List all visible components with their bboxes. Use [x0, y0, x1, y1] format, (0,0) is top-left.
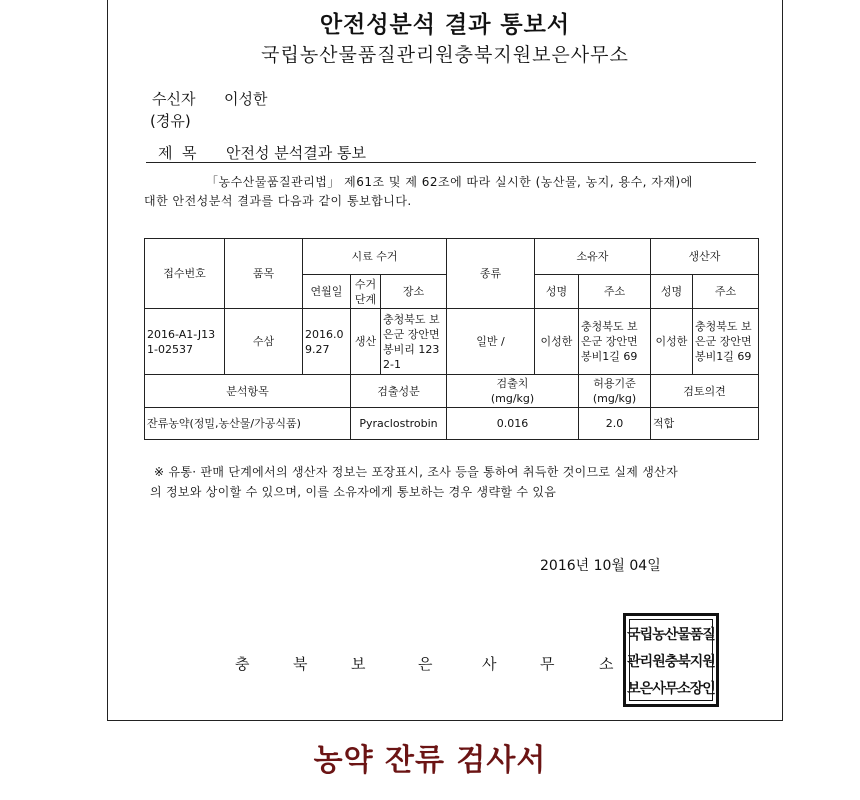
- header-limit: [579, 375, 651, 408]
- cell-sampling-stage: 생산: [351, 309, 381, 375]
- header-owner-name: 성명: [535, 275, 579, 309]
- cell-type: 일반 /: [447, 309, 535, 375]
- header-sampling-stage: 수거 단계: [351, 275, 381, 309]
- header-producer-name: 성명: [651, 275, 693, 309]
- seal-line-3: 보은사무소장인: [627, 681, 715, 697]
- cell-receipt-no: 2016-A1-J131-02537: [145, 309, 225, 375]
- office-char: 은: [418, 655, 433, 673]
- header-owner-address: 주소: [579, 275, 651, 309]
- cell-detected-value: 0.016: [447, 408, 579, 440]
- cell-opinion: 적합: [651, 408, 759, 440]
- cell-item: 수삼: [225, 309, 303, 375]
- office-char: 충: [235, 655, 250, 673]
- header-detected-component: 검출성분: [351, 375, 447, 408]
- issue-date: 2016년 10월 04일: [540, 558, 661, 574]
- office-char: 무: [540, 655, 555, 673]
- seal-line-2: 관리원충북지원: [627, 654, 715, 670]
- notice-line-1: ※ 유통· 판매 단계에서의 생산자 정보는 포장표시, 조사 등을 통하여 취득한 것이므로 실제 생산자: [154, 465, 678, 479]
- header-analysis-item: 분석항목: [145, 375, 351, 408]
- office-char: 사: [482, 655, 497, 673]
- subject-text: 안전성 분석결과 통보: [226, 144, 366, 162]
- cell-sampling-place: 충청북도 보은군 장안면 봉비리 1232-1: [381, 309, 447, 375]
- recipient-name: 이성한: [224, 90, 268, 108]
- office-char: 소: [599, 655, 614, 673]
- header-item: 품목: [225, 239, 303, 309]
- official-seal: [623, 613, 719, 707]
- cell-analysis-item: 잔류농약(정밀,농산물/가공식품): [145, 408, 351, 440]
- analysis-result-table: [144, 238, 759, 440]
- header-sampling-date: 연월일: [303, 275, 351, 309]
- document-title: 안전성분석 결과 통보서: [319, 12, 571, 38]
- detected-value-label: 검출치: [496, 377, 529, 390]
- cell-sampling-date: 2016.09.27: [303, 309, 351, 375]
- notice-line-2: 의 정보와 상이할 수 있으며, 이를 소유자에게 통보하는 경우 생략할 수 있음: [150, 485, 557, 499]
- header-type: 종류: [447, 239, 535, 309]
- cell-owner-name: 이성한: [535, 309, 579, 375]
- header-opinion: 검토의견: [651, 375, 759, 408]
- via-label: (경유): [150, 112, 191, 130]
- header-producer-address: 주소: [693, 275, 759, 309]
- report-document: [107, 0, 783, 721]
- header-sampling-place: 장소: [381, 275, 447, 309]
- header-sampling: 시료 수거: [303, 239, 447, 275]
- cell-owner-address: 충청북도 보은군 장안면 봉비1길 69: [579, 309, 651, 375]
- cell-producer-address: 충청북도 보은군 장안면 봉비1길 69: [693, 309, 759, 375]
- header-receipt-no: 접수번호: [145, 239, 225, 309]
- recipient-label: 수신자: [152, 90, 196, 108]
- limit-unit: (mg/kg): [592, 392, 637, 405]
- header-producer: 생산자: [651, 239, 759, 275]
- cell-producer-name: 이성한: [651, 309, 693, 375]
- header-detected-value: [447, 375, 579, 408]
- seal-line-1: 국립농산물품질: [627, 627, 715, 643]
- detected-value-unit: (mg/kg): [490, 392, 535, 405]
- cell-detected-component: Pyraclostrobin: [351, 408, 447, 440]
- body-line-1: 「농수산물품질관리법」 제61조 및 제 62조에 따라 실시한 (농산물, 농지, 용수, 자재)에: [206, 175, 693, 189]
- header-owner: 소유자: [535, 239, 651, 275]
- body-line-2: 대한 안전성분석 결과를 다음과 같이 통보합니다.: [144, 194, 412, 208]
- issuer-name: 국립농산물품질관리원충북지원보은사무소: [261, 44, 629, 66]
- office-char: 북: [293, 655, 308, 673]
- office-char: 보: [351, 655, 366, 673]
- page-caption: 농약 잔류 검사서: [313, 743, 547, 778]
- subject-label: 제 목: [158, 144, 197, 162]
- cell-limit: 2.0: [579, 408, 651, 440]
- limit-label: 허용기준: [593, 377, 636, 390]
